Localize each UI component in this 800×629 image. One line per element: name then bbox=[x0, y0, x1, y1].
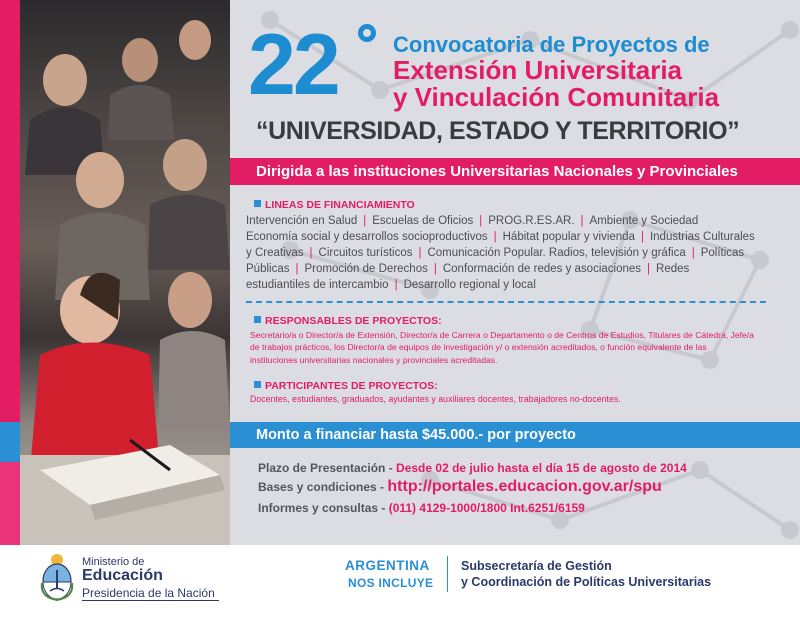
subsecretaria-line-2: y Coordinación de Políticas Universitarias bbox=[461, 575, 712, 589]
argentina-logo-line-2: NOS INCLUYE bbox=[348, 576, 434, 590]
left-bar-pink-segment bbox=[0, 462, 20, 545]
list-item: Intervención en Salud bbox=[246, 215, 358, 227]
footer-divider bbox=[447, 556, 448, 592]
title-line-1: Convocatoria de Proyectos de bbox=[393, 32, 710, 57]
participantes-heading: PARTICIPANTES DE PROYECTOS: bbox=[254, 380, 438, 392]
square-bullet-icon bbox=[254, 200, 261, 207]
bases-label: Bases y condiciones - bbox=[258, 480, 388, 494]
list-item: PROG.R.ES.AR. bbox=[488, 215, 575, 227]
ministerio-line-3: Presidencia de la Nación bbox=[82, 586, 219, 601]
informes-line bbox=[258, 501, 585, 515]
participantes-text: Docentes, estudiantes, graduados, ayudantes y auxiliares docentes, trabajadores no-docentes. bbox=[250, 394, 621, 404]
subsecretaria-line-1: Subsecretaría de Gestión bbox=[461, 559, 612, 573]
list-item: Conformación de redes y asociaciones bbox=[442, 263, 642, 275]
lineas-heading: LINEAS DE FINANCIAMIENTO bbox=[254, 199, 415, 211]
target-banner-text: Dirigida a las instituciones Universitarias Nacionales y Provinciales bbox=[256, 163, 738, 180]
list-item: Desarrollo regional y local bbox=[403, 279, 536, 291]
ordinal-degree-mark bbox=[358, 24, 376, 42]
edition-number: 22 bbox=[248, 17, 338, 113]
list-item: Políticas Públicas bbox=[246, 247, 745, 275]
list-item: Economía social y desarrollos socioproductivos bbox=[246, 231, 488, 243]
list-item: Comunicación Popular. Radios, televisión y gráfica bbox=[427, 247, 686, 259]
list-item: Ambiente y Sociedad bbox=[589, 215, 699, 227]
plazo-value: Desde 02 de julio hasta el día 15 de agosto de 2014 bbox=[396, 461, 687, 475]
argentina-logo-line-1: ARGENTINA bbox=[345, 558, 430, 573]
slogan: “UNIVERSIDAD, ESTADO Y TERRITORIO” bbox=[256, 117, 740, 145]
informes-label: Informes y consultas - bbox=[258, 501, 389, 515]
students-photo-illustration bbox=[20, 0, 230, 545]
list-item: Escuelas de Oficios bbox=[372, 215, 474, 227]
informes-phone: (011) 4129-1000/1800 Int.6251/6159 bbox=[388, 501, 585, 515]
students-photo bbox=[20, 0, 230, 545]
funding-banner bbox=[230, 422, 800, 448]
square-bullet-icon bbox=[254, 316, 261, 323]
plazo-label: Plazo de Presentación - bbox=[258, 461, 397, 475]
dashed-divider bbox=[246, 301, 766, 303]
argentina-coat-of-arms-icon bbox=[40, 553, 74, 601]
ministerio-line-2: Educación bbox=[82, 567, 163, 584]
funding-banner-text: Monto a financiar hasta $45.000.- por proyecto bbox=[256, 427, 576, 443]
list-item: Hábitat popular y vivienda bbox=[502, 231, 635, 243]
responsables-text: Secretario/a o Director/a de Extensión, Director/a de Carrera o Departamento o de Centros de Estudios, Titulares de Cátedra, Jefe/a de trabajos prácticos, los Director/a de equipos de investigación y/ o extensión acreditados, o función equivalente de las instituciones universitarias nacionales y provinciales acreditadas. bbox=[250, 330, 754, 365]
bases-line bbox=[258, 478, 662, 496]
list-item: Redes estudiantiles de intercambio bbox=[246, 263, 690, 291]
left-color-bar bbox=[0, 0, 20, 545]
target-banner bbox=[230, 158, 800, 185]
list-item: Circuitos turísticos bbox=[318, 247, 413, 259]
title-line-3: y Vinculación Comunitaria bbox=[393, 82, 720, 112]
list-item: Promoción de Derechos bbox=[304, 263, 428, 275]
list-item: Industrias Culturales y Creativas bbox=[246, 231, 755, 259]
left-bar-blue-segment bbox=[0, 422, 20, 462]
plazo-line bbox=[258, 461, 687, 475]
title-line-2: Extensión Universitaria bbox=[393, 55, 682, 85]
ministerio-line-1: Ministerio de bbox=[82, 556, 145, 568]
square-bullet-icon bbox=[254, 381, 261, 388]
responsables-heading: RESPONSABLES DE PROYECTOS: bbox=[254, 315, 442, 327]
bases-link[interactable]: http://portales.educacion.gov.ar/spu bbox=[387, 478, 662, 495]
lineas-list: Intervención en Salud | Escuelas de Oficios | PROG.R.ES.AR. | Ambiente y Sociedad Economía social y desarrollos socioproductivos | Hábitat popular y vivienda | Industrias Culturales y Creativas | Circuitos turísticos | Comunicación Popular. Radios, televisión y gráfica | Políticas Públicas | Promoción de Derechos | Conformación de redes y asociaciones | Redes estudiantiles de intercambio | Desarrollo regional y local bbox=[246, 215, 755, 291]
